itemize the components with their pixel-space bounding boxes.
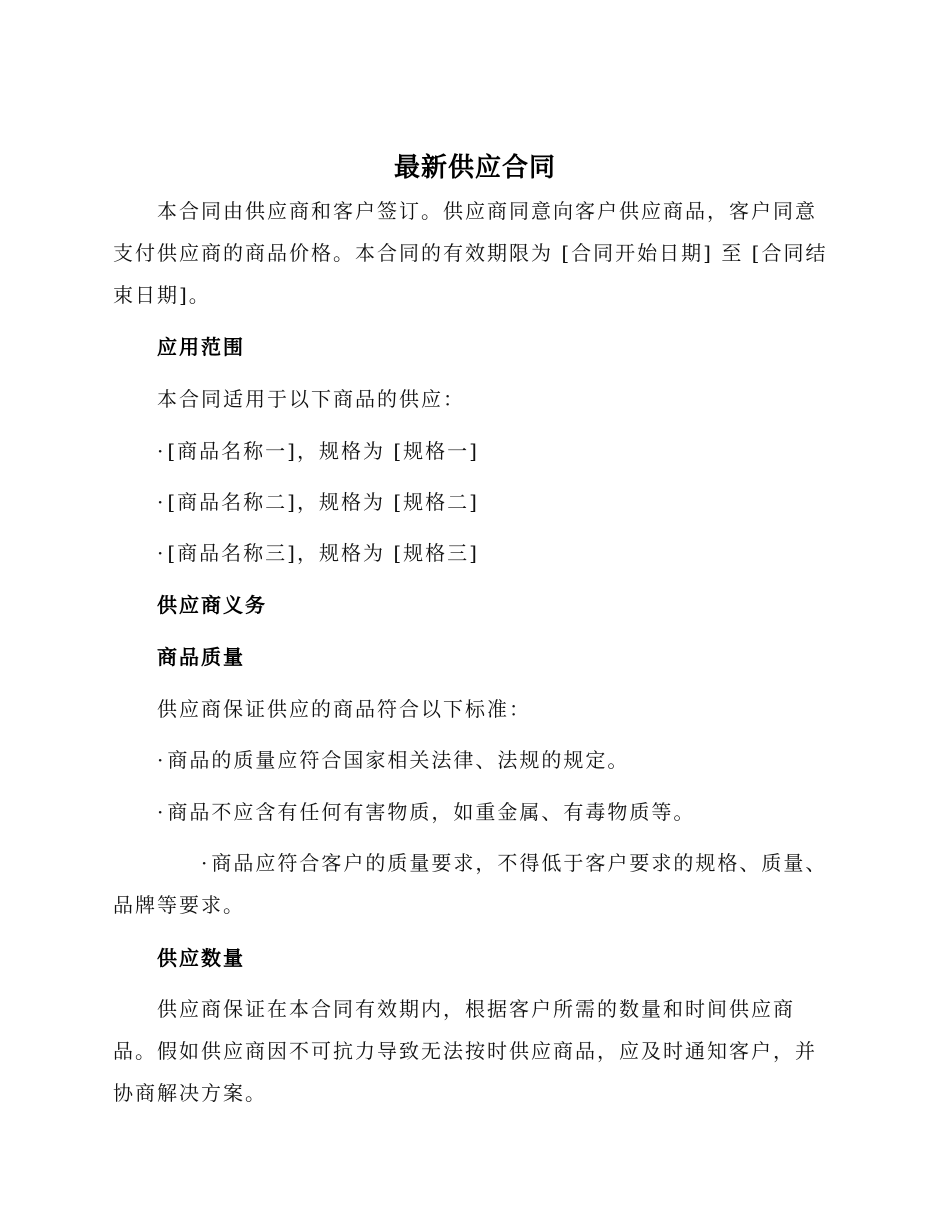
scope-lead: 本合同适用于以下商品的供应： [157,387,465,411]
quality-list-item [157,745,837,775]
quality-item-text: 商品的质量应符合国家相关法律、法规的规定。 [167,748,630,772]
bullet-icon: · [157,490,166,514]
intro-paragraph: 本合同由供应商和客户签订。供应商同意向客户供应商品，客户同意支付供应商的商品价格。本合同的有效期限为 [合同开始日期] 至 [合同结束日期]。 [113,199,828,307]
scope-item-text: [商品名称二]，规格为 [规格二] [167,490,479,514]
bullet-icon: · [157,541,166,565]
obligations-heading: 供应商义务 [157,593,267,617]
scope-list-item [157,538,837,568]
scope-list-item [157,436,837,466]
quality-heading: 商品质量 [157,645,245,669]
quality-item-text: 商品应符合客户的质量要求，不得低于客户要求的规格、质量、品牌等要求。 [113,851,828,917]
quality-list-item [113,842,833,926]
bullet-icon: · [157,439,166,463]
quantity-heading: 供应数量 [157,946,245,970]
document-title: 最新供应合同 [393,153,556,183]
scope-item-text: [商品名称一]，规格为 [规格一] [167,439,479,463]
bullet-icon: · [157,748,166,772]
quality-list-item [157,797,837,827]
bullet-icon: · [201,851,210,875]
scope-heading: 应用范围 [157,335,245,359]
quantity-paragraph: 供应商保证在本合同有效期内，根据客户所需的数量和时间供应商品。假如供应商因不可抗力导致无法按时供应商品，应及时通知客户，并协商解决方案。 [113,997,817,1105]
quality-lead: 供应商保证供应的商品符合以下标准： [157,697,531,721]
scope-list-item [157,487,837,517]
quality-item-text: 商品不应含有任何有害物质，如重金属、有毒物质等。 [167,800,696,824]
scope-item-text: [商品名称三]，规格为 [规格三] [167,541,479,565]
bullet-icon: · [157,800,166,824]
